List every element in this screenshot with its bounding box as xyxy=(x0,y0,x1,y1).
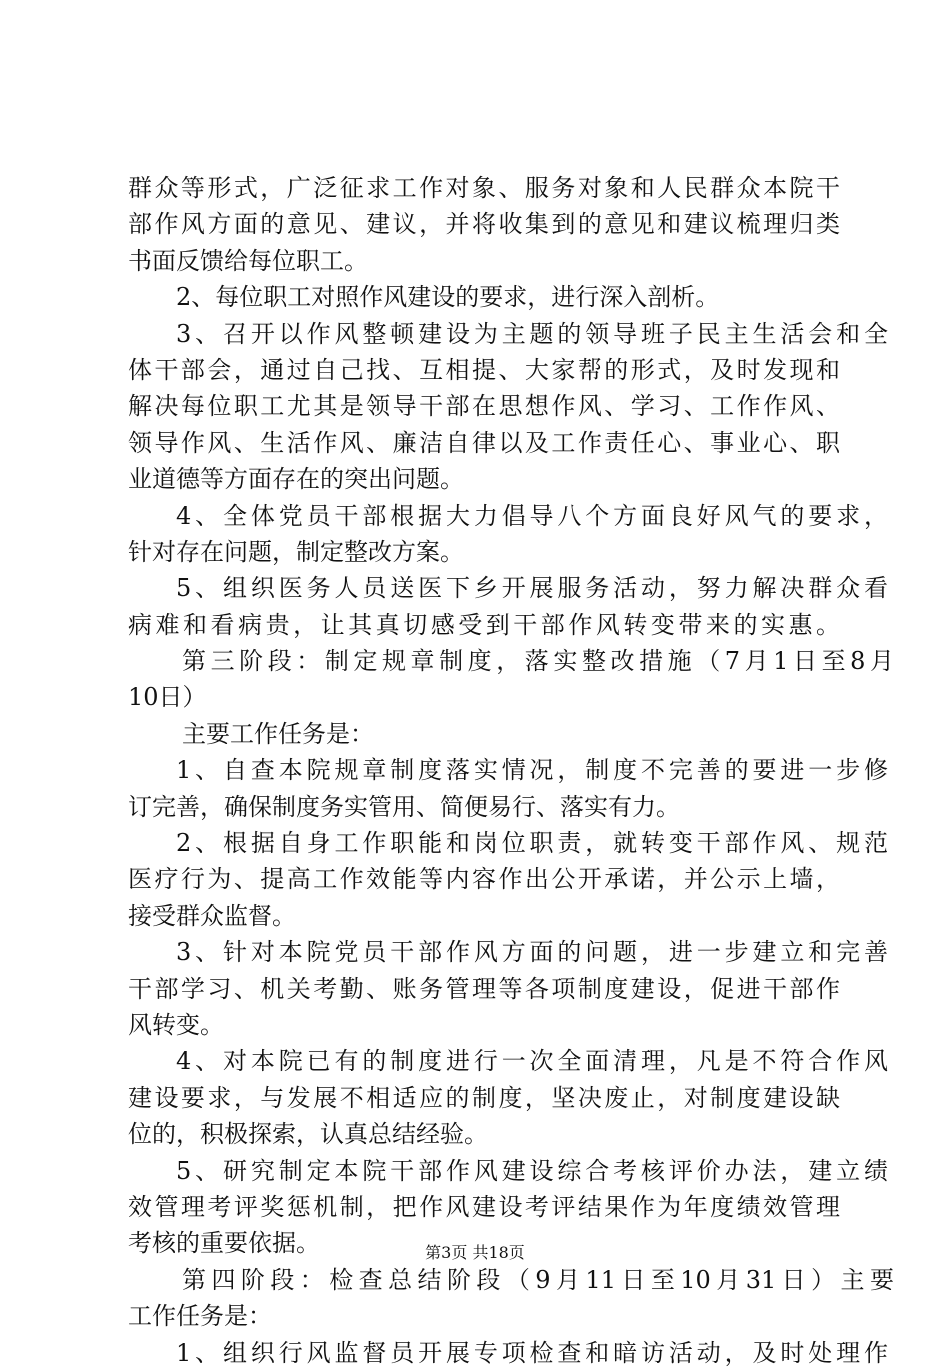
section-heading-line: 10日） xyxy=(128,683,207,712)
text-line: 书面反馈给每位职工。 xyxy=(128,246,368,275)
text-line: 考核的重要依据。 xyxy=(128,1229,320,1258)
text-line: 领导作风、生活作风、廉洁自律以及工作责任心、事业心、职 xyxy=(128,428,840,457)
text-line: 4、对本院已有的制度进行一次全面清理，凡是不符合作风 xyxy=(176,1047,888,1076)
text-line: 体干部会，通过自己找、互相提、大家帮的形式，及时发现和 xyxy=(128,355,840,384)
text-line: 4、全体党员干部根据大力倡导八个方面良好风气的要求， xyxy=(176,501,888,530)
document-body xyxy=(128,170,894,1371)
page-number-footer: 第3页 共18页 xyxy=(425,1243,525,1262)
text-line: 2、根据自身工作职能和岗位职责，就转变干部作风、规范 xyxy=(176,829,888,858)
text-line: 解决每位职工尤其是领导干部在思想作风、学习、工作作风、 xyxy=(128,392,840,421)
text-line: 部作风方面的意见、建议，并将收集到的意见和建议梳理归类 xyxy=(128,210,840,239)
text-line: 接受群众监督。 xyxy=(128,901,296,930)
text-line: 5、研究制定本院干部作风建设综合考核评价办法，建立绩 xyxy=(176,1156,888,1185)
text-line: 1、组织行风监督员开展专项检查和暗访活动，及时处理作 xyxy=(176,1338,888,1367)
section-heading-line: 第三阶段：制定规章制度，落实整改措施（7月1日至8月 xyxy=(182,647,894,676)
text-line: 1、自查本院规章制度落实情况，制度不完善的要进一步修 xyxy=(176,756,888,785)
text-line: 效管理考评奖惩机制，把作风建设考评结果作为年度绩效管理 xyxy=(128,1192,840,1221)
text-line: 订完善，确保制度务实管用、简便易行、落实有力。 xyxy=(128,792,680,821)
text-line: 工作任务是： xyxy=(128,1302,272,1331)
text-line: 干部学习、机关考勤、账务管理等各项制度建设，促进干部作 xyxy=(128,974,840,1003)
text-line: 风转变。 xyxy=(128,1010,224,1039)
text-line: 3、针对本院党员干部作风方面的问题，进一步建立和完善 xyxy=(176,938,888,967)
text-line: 病难和看病贵，让其真切感受到干部作风转变带来的实惠。 xyxy=(128,610,840,639)
section-heading-line: 第四阶段：检查总结阶段（9月11日至10月31日）主要 xyxy=(182,1265,894,1294)
text-line: 2、每位职工对照作风建设的要求，进行深入剖析。 xyxy=(176,283,720,312)
text-line: 群众等形式，广泛征求工作对象、服务对象和人民群众本院干 xyxy=(128,174,840,202)
text-line: 业道德等方面存在的突出问题。 xyxy=(128,465,464,494)
text-line: 针对存在问题，制定整改方案。 xyxy=(128,537,464,566)
text-line: 3、召开以作风整顿建设为主题的领导班子民主生活会和全 xyxy=(176,319,888,348)
text-line: 医疗行为、提高工作效能等内容作出公开承诺，并公示上墙， xyxy=(128,865,840,894)
text-line: 位的，积极探索，认真总结经验。 xyxy=(128,1120,488,1149)
text-line: 建设要求，与发展不相适应的制度，坚决废止，对制度建设缺 xyxy=(128,1083,840,1112)
text-line: 主要工作任务是： xyxy=(182,719,374,748)
text-line: 5、组织医务人员送医下乡开展服务活动，努力解决群众看 xyxy=(176,574,888,603)
